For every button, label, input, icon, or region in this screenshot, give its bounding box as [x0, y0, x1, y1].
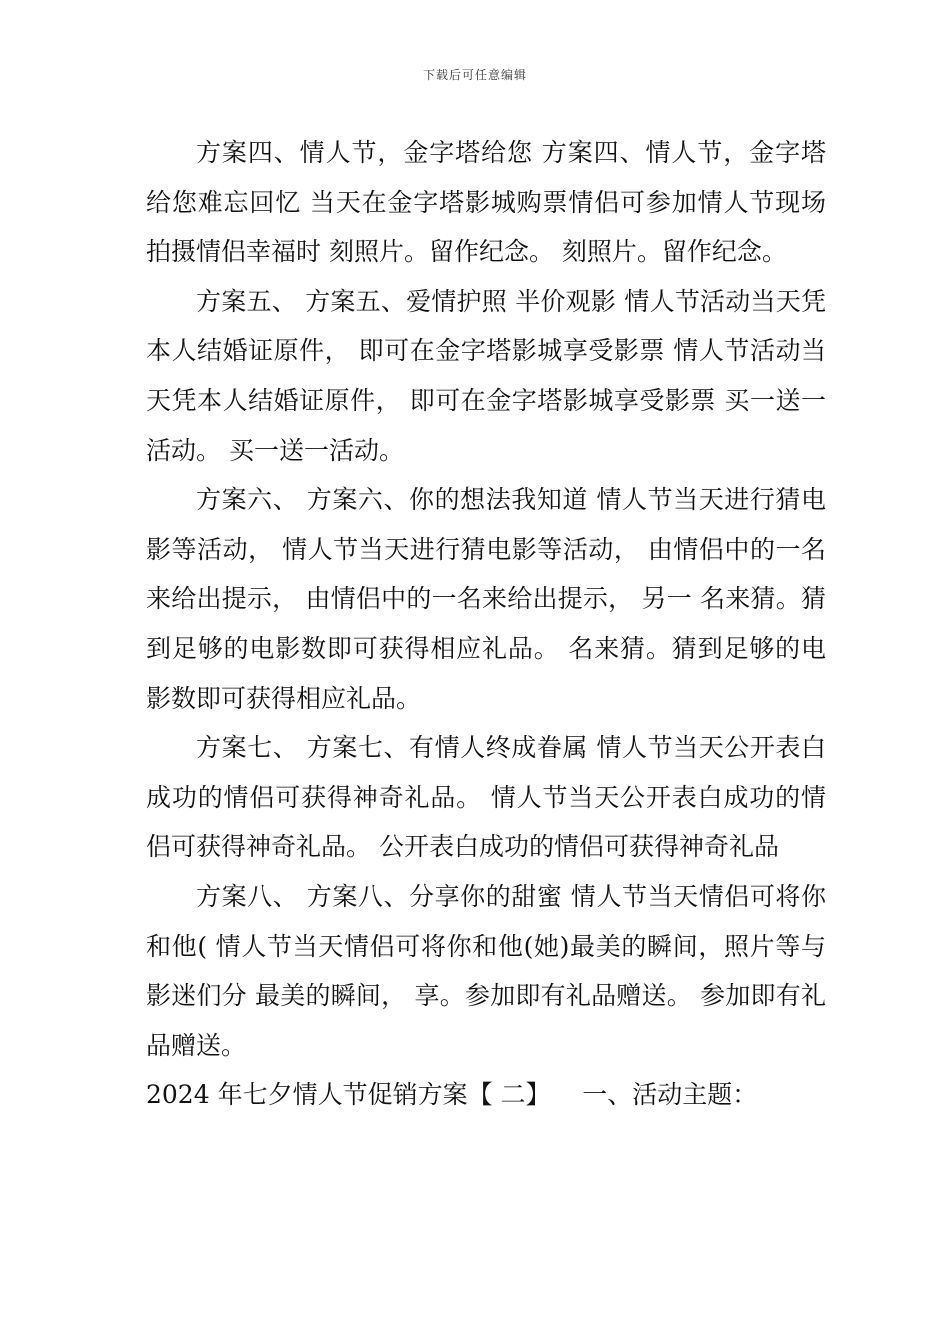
paragraph-plan-5: 方案五、 方案五、爱情护照 半价观影 情人节活动当天凭本人结婚证原件， 即可在金字塔影城享受影票 情人节活动当天凭本人结婚证原件， 即可在金字塔影城享受影票 买一送一活动。 买一送一活动。 [146, 286, 826, 465]
paragraph-plan-4: 方案四、情人节，金字塔给您 方案四、情人节，金字塔给您难忘回忆 当天在金字塔影城购票情侣可参加情人节现场拍摄情侣幸福时 刻照片。留作纪念。 刻照片。留作纪念。 [146, 138, 826, 267]
page-header: 下载后可任意编辑 [422, 68, 527, 82]
paragraph-plan-7: 方案七、 方案七、有情人终成眷属 情人节当天公开表白成功的情侣可获得神奇礼品。 情人节当天公开表白成功的情侣可获得神奇礼品。 公开表白成功的情侣可获得神奇礼品 [146, 733, 826, 862]
document-body [146, 128, 826, 1120]
section-heading-line: 2024 年七夕情人节促销方案【 二】 一、活动主题： [146, 1080, 758, 1110]
paragraph-plan-6: 方案六、 方案六、你的想法我知道 情人节当天进行猜电影等活动， 情人节当天进行猜电影等活动， 由情侣中的一名来给出提示， 由情侣中的一名来给出提示， 另一 名来猜。猜到足够的电影数即可获得相应礼品。 名来猜。猜到足够的电影数即可获得相应礼品。 [146, 485, 826, 713]
paragraph-plan-8: 方案八、 方案八、分享你的甜蜜 情人节当天情侣可将你和他( 情人节当天情侣可将你和他(她)最美的瞬间，照片等与影迷们分 最美的瞬间， 享。参加即有礼品赠送。 参加即有礼品赠送。 [146, 881, 826, 1060]
